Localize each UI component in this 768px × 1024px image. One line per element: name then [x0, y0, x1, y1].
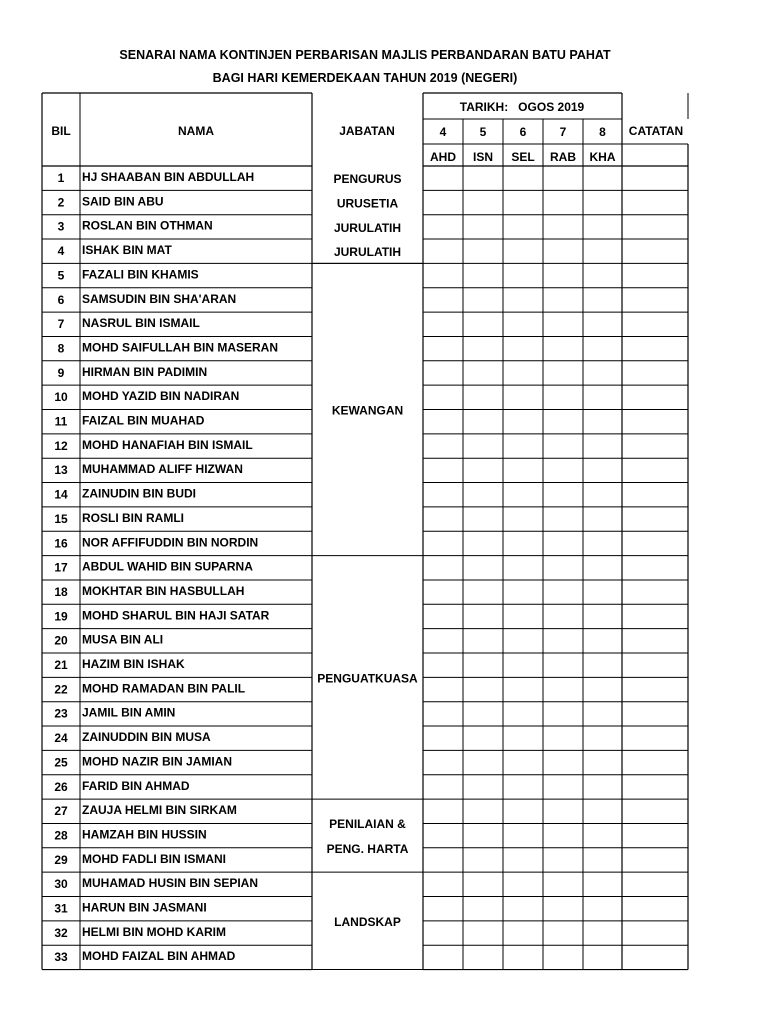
row-nama: ISHAK BIN MAT — [82, 243, 172, 258]
row-nama: ZAINUDDIN BIN MUSA — [82, 730, 211, 745]
row-nama: ZAUJA HELMI BIN SIRKAM — [82, 803, 237, 818]
header-day: KHA — [589, 150, 616, 164]
header-tarikh: TARIKH: OGOS 2019 — [459, 100, 585, 114]
row-nama: HJ SHAABAN BIN ABDULLAH — [82, 170, 255, 184]
header-date: 8 — [599, 125, 606, 139]
jabatan-label: URUSETIA — [336, 196, 399, 211]
row-bil: 4 — [57, 244, 65, 259]
row-nama: HIRMAN BIN PADIMIN — [82, 364, 208, 379]
row-bil: 10 — [54, 390, 68, 405]
row-bil: 33 — [54, 950, 68, 965]
row-bil: 24 — [54, 731, 68, 746]
row-nama: FAZALI BIN KHAMIS — [82, 267, 199, 282]
row-bil: 16 — [54, 536, 68, 551]
row-nama: MOHD HANAFIAH BIN ISMAIL — [82, 437, 253, 452]
row-bil: 1 — [57, 171, 65, 185]
row-bil: 3 — [57, 219, 65, 234]
row-bil: 32 — [54, 925, 68, 940]
row-nama: ZAINUDIN BIN BUDI — [82, 486, 196, 501]
jabatan-label: JURULATIH — [333, 220, 402, 235]
row-nama: MOKHTAR BIN HASBULLAH — [82, 583, 245, 598]
row-nama: MOHD RAMADAN BIN PALIL — [82, 681, 246, 696]
table-text — [51, 100, 683, 964]
row-nama: MOHD FADLI BIN ISMANI — [82, 851, 226, 866]
row-bil: 9 — [57, 365, 65, 380]
row-nama: HELMI BIN MOHD KARIM — [82, 924, 226, 939]
jabatan-label: PENGURUS — [333, 172, 402, 187]
header-date: 5 — [479, 125, 487, 139]
row-bil: 25 — [54, 755, 68, 770]
row-nama: ABDUL WAHID BIN SUPARNA — [82, 559, 253, 574]
row-bil: 22 — [54, 682, 68, 697]
header-date: 4 — [439, 125, 447, 139]
row-nama: HAZIM BIN ISHAK — [82, 657, 185, 671]
header-day: RAB — [550, 150, 576, 164]
row-bil: 19 — [54, 609, 68, 624]
row-bil: 21 — [54, 658, 68, 672]
row-nama: MOHD NAZIR BIN JAMIAN — [82, 754, 232, 769]
row-nama: SAID BIN ABU — [82, 194, 164, 209]
jabatan-label: KEWANGAN — [331, 403, 404, 418]
row-bil: 31 — [54, 901, 68, 916]
row-bil: 18 — [54, 584, 68, 599]
row-nama: MUHAMMAD ALIFF HIZWAN — [82, 462, 243, 477]
header-catatan: CATATAN — [628, 124, 684, 138]
jabatan-label: JURULATIH — [333, 245, 402, 260]
title-line-1: SENARAI NAMA KONTINJEN PERBARISAN MAJLIS PERBANDARAN BATU PAHAT — [119, 48, 611, 62]
row-bil: 13 — [54, 463, 68, 478]
row-nama: ROSLAN BIN OTHMAN — [82, 218, 213, 233]
header-jabatan: JABATAN — [339, 124, 395, 138]
row-nama: MUHAMAD HUSIN BIN SEPIAN — [82, 876, 259, 891]
row-bil: 12 — [54, 438, 68, 453]
row-nama: NASRUL BIN ISMAIL — [82, 316, 200, 331]
row-bil: 27 — [54, 804, 68, 819]
row-bil: 30 — [54, 877, 68, 892]
row-bil: 7 — [57, 317, 65, 332]
row-nama: MOHD SHARUL BIN HAJI SATAR — [82, 608, 270, 623]
row-nama: FAIZAL BIN MUAHAD — [82, 413, 205, 428]
row-nama: HAMZAH BIN HUSSIN — [82, 827, 207, 842]
row-bil: 14 — [54, 487, 68, 502]
row-bil: 17 — [54, 560, 68, 575]
row-bil: 11 — [54, 414, 68, 429]
header-bil: BIL — [51, 124, 71, 138]
header-nama: NAMA — [178, 124, 214, 138]
header-date: 7 — [559, 125, 567, 139]
row-nama: SAMSUDIN BIN SHA'ARAN — [82, 291, 237, 306]
row-nama: JAMIL BIN AMIN — [82, 705, 176, 720]
row-bil: 2 — [57, 195, 65, 210]
row-nama: MOHD FAIZAL BIN AHMAD — [82, 949, 236, 964]
row-bil: 5 — [57, 268, 65, 283]
row-bil: 6 — [57, 292, 65, 307]
header-date: 6 — [519, 125, 527, 139]
title-line-2: BAGI HARI KEMERDEKAAN TAHUN 2019 (NEGERI) — [212, 71, 518, 85]
header-day: SEL — [511, 150, 535, 164]
jabatan-label: PENILAIAN & — [329, 817, 406, 832]
header-day: ISN — [472, 150, 494, 164]
row-nama: HARUN BIN JASMANI — [82, 900, 207, 915]
jabatan-label: PENGUATKUASA — [317, 671, 418, 686]
row-nama: MUSA BIN ALI — [82, 632, 164, 647]
header-day: AHD — [430, 150, 456, 164]
row-bil: 29 — [54, 852, 68, 867]
row-bil: 20 — [54, 633, 68, 648]
row-nama: FARID BIN AHMAD — [82, 778, 190, 793]
row-nama: NOR AFFIFUDDIN BIN NORDIN — [82, 535, 259, 550]
row-bil: 23 — [54, 706, 68, 721]
row-bil: 26 — [54, 779, 68, 794]
jabatan-label: LANDSKAP — [334, 914, 401, 929]
row-nama: MOHD SAIFULLAH BIN MASERAN — [82, 340, 278, 355]
row-bil: 15 — [54, 511, 68, 526]
row-bil: 28 — [54, 828, 68, 843]
row-nama: ROSLI BIN RAMLI — [82, 510, 184, 525]
jabatan-label: PENG. HARTA — [326, 842, 409, 857]
row-bil: 8 — [57, 341, 65, 356]
row-nama: MOHD YAZID BIN NADIRAN — [82, 389, 240, 404]
